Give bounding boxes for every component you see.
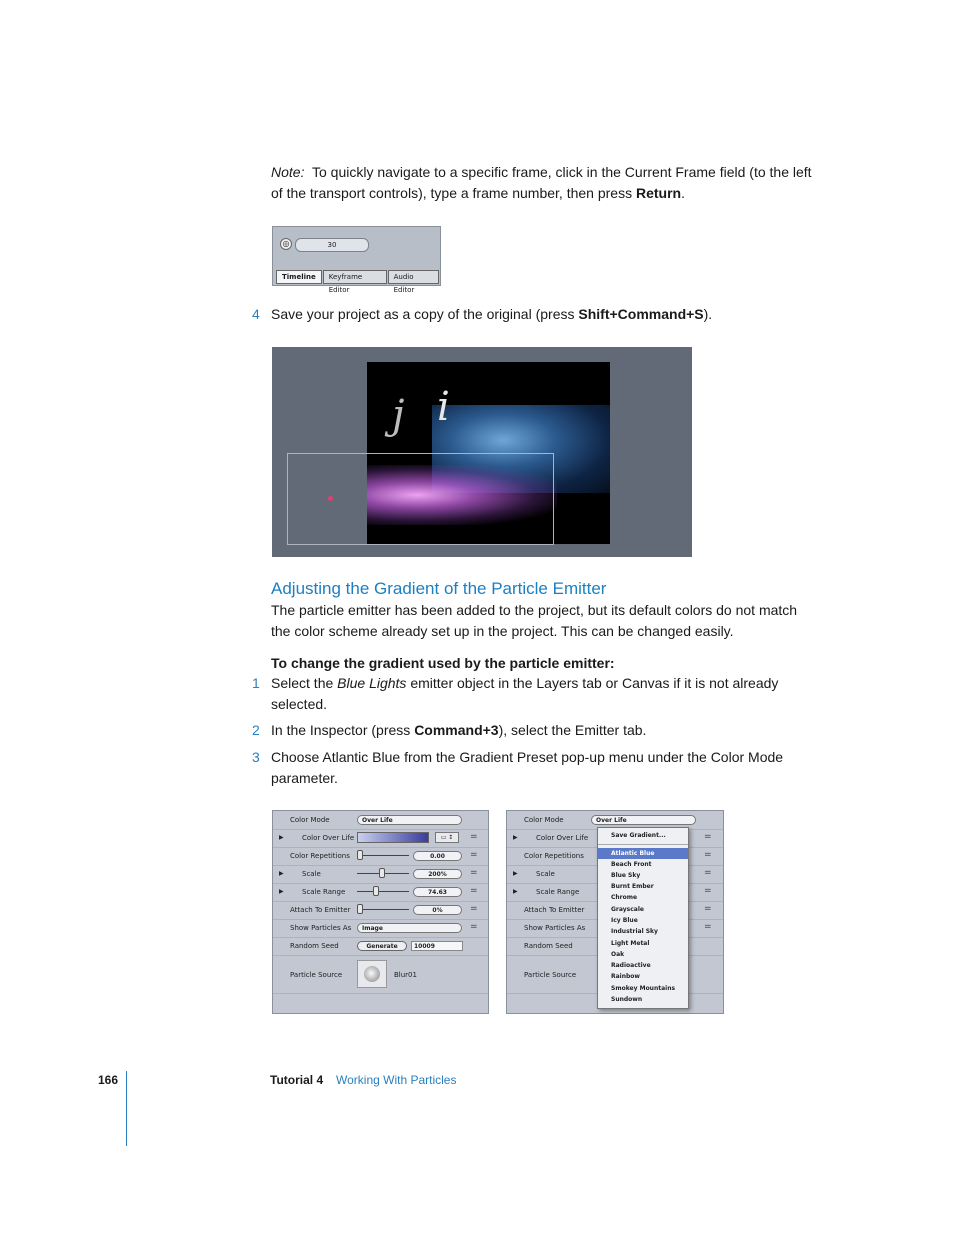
menu-separator — [598, 844, 688, 845]
note-text-1: To quickly navigate to a specific frame, click in the Current Frame field (to the left — [312, 164, 812, 180]
step-4-keys: Shift+Command+S — [578, 306, 704, 322]
generate-button[interactable]: Generate — [357, 941, 407, 951]
menu-item[interactable]: Smokey Mountains — [611, 985, 676, 992]
step-3-number: 3 — [252, 749, 260, 765]
menu-item[interactable]: Industrial Sky — [611, 928, 658, 935]
color-mode-popup[interactable]: Over Life — [357, 815, 462, 825]
note-text-2: of the transport controls), type a frame number, then press — [271, 185, 636, 201]
note-label: Note: — [271, 164, 305, 180]
inspector-panel-before — [272, 810, 489, 1014]
menu-item-atlantic-blue[interactable]: Atlantic Blue — [598, 848, 688, 859]
blur-ball-icon — [364, 966, 380, 982]
step-1-number: 1 — [252, 675, 260, 691]
emitter-bounding-box[interactable] — [287, 453, 554, 545]
footer-tutorial: Tutorial 4 — [270, 1073, 324, 1087]
footer-rule — [126, 1071, 127, 1146]
row-attach-to-emitter: Attach To Emitter 0% = — [273, 901, 488, 920]
disclosure-triangle-icon[interactable]: ▶ — [279, 834, 284, 841]
note-key: Return — [635, 185, 682, 201]
scale-slider[interactable] — [357, 873, 409, 874]
menu-item[interactable]: Grayscale — [611, 906, 644, 913]
row-color-mode: Color Mode Over Life — [273, 811, 488, 830]
footer-chapter: Working With Particles — [336, 1073, 457, 1087]
transport-knob-icon[interactable]: ◎ — [280, 238, 292, 250]
emitter-anchor-point[interactable] — [328, 496, 333, 501]
task-heading: To change the gradient used by the particle emitter: — [271, 655, 615, 671]
page-number: 166 — [98, 1073, 119, 1087]
tab-keyframe-editor[interactable]: Keyframe Editor — [323, 270, 387, 284]
seed-field[interactable]: 10009 — [411, 941, 463, 951]
menu-item[interactable]: Blue Sky — [611, 872, 641, 879]
timeline-figure — [272, 226, 441, 294]
reset-icon[interactable]: = — [470, 832, 478, 842]
note-paragraph: Note: To quickly navigate to a specific frame, click in the Current Frame field (to the left of the transport controls), type a frame number, then press Return. — [271, 164, 812, 201]
row-color-over-life: ▶ Color Over Life ▭ ↕ = — [273, 829, 488, 848]
scale-value[interactable]: 200% — [413, 869, 462, 879]
show-particles-popup[interactable]: Image — [357, 923, 462, 933]
row-particle-source: Particle Source Blur01 — [273, 955, 488, 994]
menu-item[interactable]: Burnt Ember — [611, 883, 654, 890]
step-4-text: Save your project as a copy of the original (press Shift+Command+S). — [271, 306, 713, 322]
menu-item[interactable]: Rainbow — [611, 973, 640, 980]
menu-item-save-gradient[interactable]: Save Gradient... — [611, 832, 666, 839]
gradient-preview[interactable] — [357, 832, 429, 843]
row-scale-range: ▶ Scale Range 74.63 = — [273, 883, 488, 902]
attach-slider[interactable] — [357, 909, 409, 910]
particle-source-name: Blur01 — [394, 971, 417, 979]
canvas-figure — [272, 347, 692, 557]
step-4-number: 4 — [252, 306, 260, 322]
row-color-repetitions: Color Repetitions 0.00 = — [273, 847, 488, 866]
current-frame-field[interactable]: 30 — [295, 238, 369, 252]
menu-item[interactable]: Icy Blue — [611, 917, 638, 924]
section-heading: Adjusting the Gradient of the Particle Emitter — [271, 579, 607, 598]
inspector-panel-menu: Color Mode Over Life ▶ Color Over Life = Color Repetitions = ▶ Scale = ▶ Scale Range = Attach To Emitter = Show Particles As = Random Seed Particle Source Save Gradient... Atlantic Blue Beach Front Blue Sky Burnt Ember Chrome Grayscale Icy Blue Industrial Sky Light Metal Oak Radioactive Rainbow Smokey Mountains Sundown — [506, 810, 724, 1014]
scale-range-slider[interactable] — [357, 891, 409, 892]
menu-item[interactable]: Oak — [611, 951, 625, 958]
row-scale: ▶ Scale 200% = — [273, 865, 488, 884]
tab-timeline[interactable]: Timeline — [276, 270, 322, 284]
menu-item[interactable]: Light Metal — [611, 940, 650, 947]
menu-item[interactable]: Beach Front — [611, 861, 652, 868]
step-2-number: 2 — [252, 722, 260, 738]
menu-item[interactable]: Chrome — [611, 894, 638, 901]
particle-source-well[interactable] — [357, 960, 387, 988]
timeline-tabs — [276, 270, 440, 294]
color-repetitions-slider[interactable] — [357, 855, 409, 856]
letter-i-graphic: i — [437, 384, 450, 430]
section-paragraph: The particle emitter has been added to the project, but its default colors do not match the color scheme already set up in the project. This can be changed easily. — [271, 602, 798, 639]
menu-item[interactable]: Sundown — [611, 996, 643, 1003]
step-1-text: Select the Blue Lights emitter object in the Layers tab or Canvas if it is not already selected. — [271, 675, 779, 712]
tab-audio-editor[interactable]: Audio Editor — [388, 270, 439, 284]
scale-range-value[interactable]: 74.63 — [413, 887, 462, 897]
step-2-text: In the Inspector (press Command+3), select the Emitter tab. — [271, 722, 647, 738]
letter-j-graphic: j — [392, 392, 405, 438]
row-show-particles-as: Show Particles As Image = — [273, 919, 488, 938]
gradient-preset-button[interactable]: ▭ ↕ — [435, 832, 459, 843]
gradient-preset-menu — [597, 827, 689, 1009]
step-3-text: Choose Atlantic Blue from the Gradient Preset pop-up menu under the Color Mode parameter. — [271, 749, 784, 786]
attach-value[interactable]: 0% — [413, 905, 462, 915]
menu-item[interactable]: Radioactive — [611, 962, 651, 969]
row-random-seed: Random Seed Generate 10009 — [273, 937, 488, 956]
color-repetitions-value[interactable]: 0.00 — [413, 851, 462, 861]
